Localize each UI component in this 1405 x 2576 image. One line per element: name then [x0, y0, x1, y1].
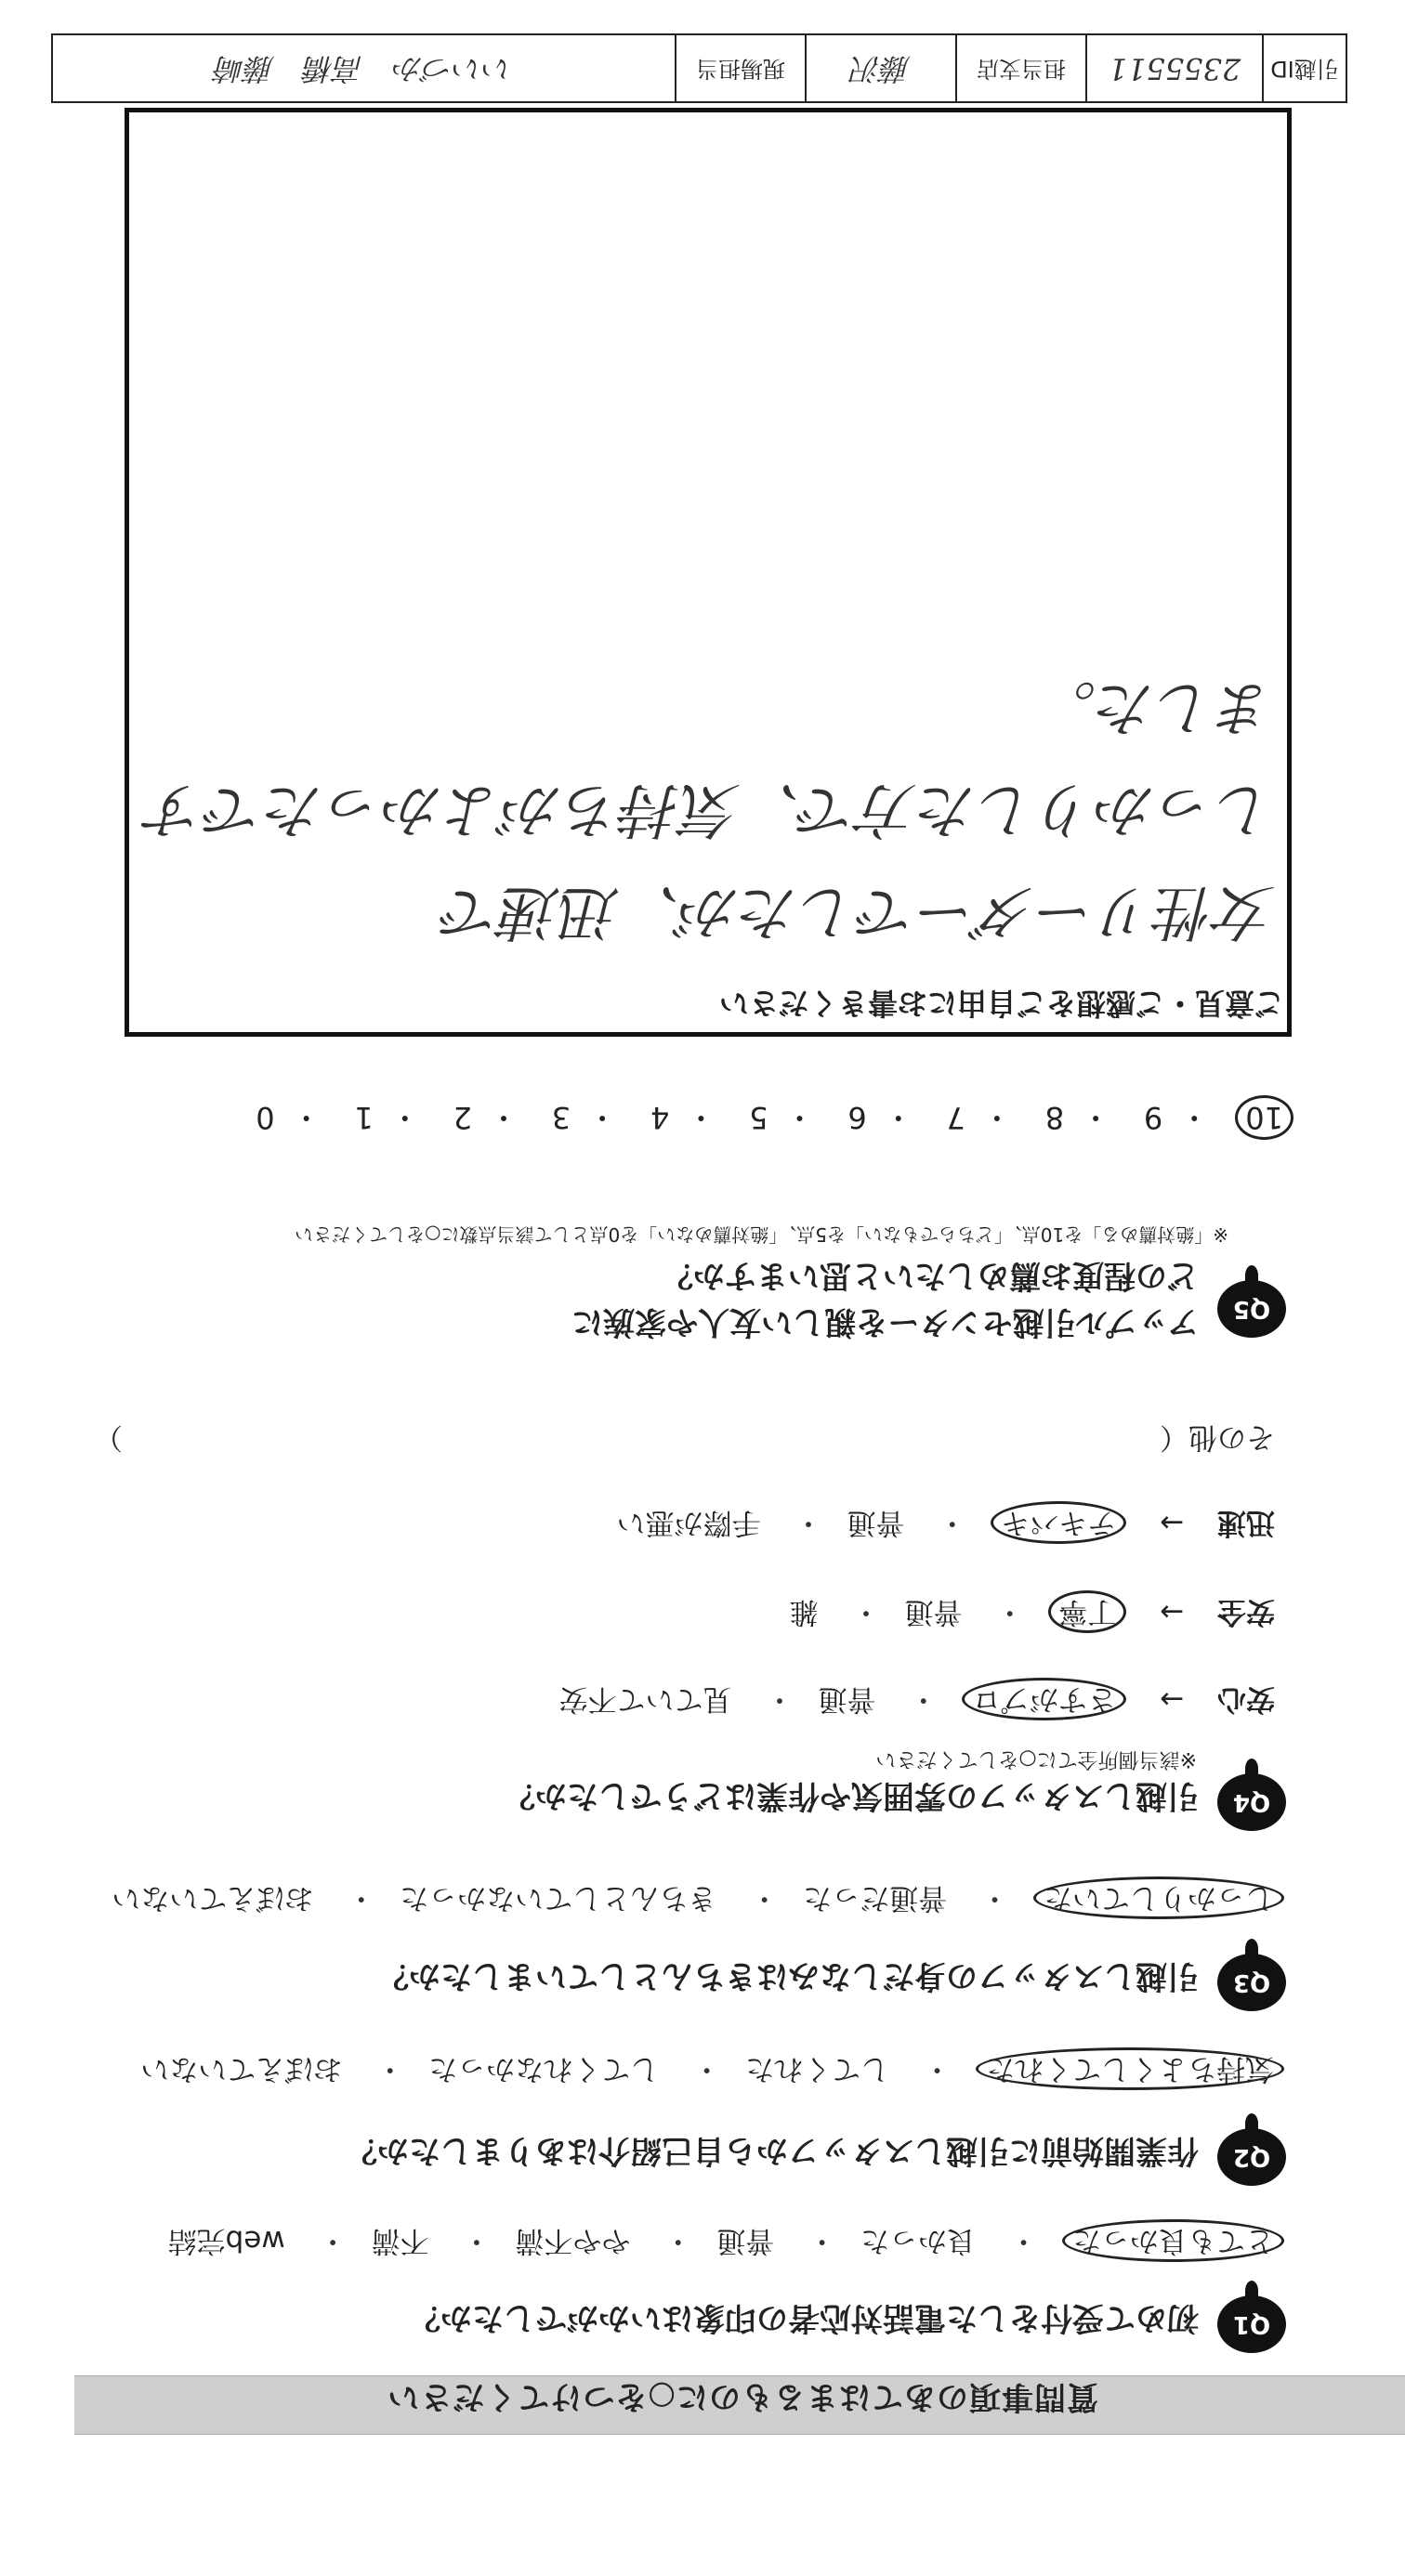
q5-score[interactable]: 4	[650, 1100, 670, 1135]
q5-score[interactable]: 1	[354, 1100, 374, 1135]
q2-icon: Q2	[1217, 2128, 1286, 2186]
q2-options: 気持ちよくしてくれた・ してくれた・ してくれなかった・ おぼえていない	[116, 2051, 1284, 2093]
q4-row-label: 安心	[1217, 1682, 1275, 1716]
comment-line: しっかりした方で、気持ちがよかったです	[146, 775, 1275, 843]
q4-option[interactable]: 普通	[904, 1595, 963, 1628]
q1-question: 初めて受付をした電話対応者の印象はいかがでしたか？	[409, 2299, 1199, 2336]
branch-value: 藤沢	[805, 35, 955, 101]
q4-option-selected[interactable]: さすがプロ	[962, 1678, 1126, 1720]
q3-option[interactable]: きちんとしていなかった	[400, 1881, 717, 1915]
arrow-icon: →	[1160, 1682, 1185, 1716]
arrow-icon: →	[1160, 1595, 1185, 1628]
q3-options: しっかりしていた・ 普通だった・ きちんとしていなかった・ おぼえていない	[87, 1880, 1284, 1922]
q3-option-selected[interactable]: しっかりしていた	[1033, 1876, 1284, 1919]
q1-option[interactable]: web完結	[167, 2224, 285, 2257]
q5-score-selected[interactable]: 10	[1235, 1095, 1293, 1140]
q1-option[interactable]: 普通	[716, 2224, 775, 2257]
q2-option[interactable]: してくれた	[745, 2052, 890, 2086]
q1-options: とても良かった・ 良かった・ 普通・ やや不満・ 不満・ web完結	[144, 2223, 1284, 2265]
q1-option[interactable]: 良かった	[860, 2224, 977, 2257]
move-id-value: 2355511	[1085, 35, 1262, 101]
q4-option[interactable]: 普通	[847, 1506, 905, 1539]
q4-note: ※該当個所全てに○をしてください	[875, 1747, 1197, 1771]
comment-line: ました。	[1037, 673, 1275, 741]
q4-option-selected[interactable]: テキパキ	[991, 1501, 1126, 1544]
q5-score[interactable]: 6	[847, 1100, 867, 1135]
q5-score[interactable]: 5	[749, 1100, 768, 1135]
q2-option-selected[interactable]: 気持ちよくしてくれた	[976, 2047, 1284, 2090]
q5-icon: Q5	[1217, 1280, 1286, 1338]
q4-question: 引越しスタッフの雰囲気や作業はどうでしたか？	[504, 1777, 1199, 1814]
q4-option[interactable]: 見ていて不安	[558, 1682, 732, 1716]
q5-score[interactable]: 3	[551, 1100, 571, 1135]
q4-row-jinsoku: 迅速 → テキパキ・ 普通・ 手際が悪い	[593, 1505, 1275, 1547]
comment-line: 女性リーダーでしたが、迅速で	[442, 877, 1275, 946]
q4-row-anshin: 安心 → さすがプロ・ 普通・ 見ていて不安	[535, 1681, 1275, 1723]
q2-question: 作業開始前に引越しスタッフから自己紹介はありましたか？	[346, 2132, 1199, 2169]
instruction-band	[74, 2375, 1405, 2435]
instruction-text: 質問事項のあてはまるものに○をつけてください	[387, 2378, 1098, 2415]
q4-option-selected[interactable]: 丁寧	[1048, 1590, 1126, 1633]
comment-title: ご意見・ご感想をご自由にお書きください	[718, 986, 1284, 1021]
q4-option[interactable]: 普通	[818, 1682, 876, 1716]
q5-score[interactable]: 7	[946, 1100, 965, 1135]
arrow-icon: →	[1160, 1506, 1185, 1539]
q4-row-anzen: 安全 → 丁寧・ 普通・ 雑	[766, 1594, 1275, 1636]
q4-row-label: 安全	[1217, 1595, 1275, 1628]
q1-option[interactable]: やや不満	[515, 2224, 631, 2257]
q4-row-label: 迅速	[1217, 1506, 1275, 1539]
branch-label: 担当支店	[955, 35, 1085, 101]
q1-option-selected[interactable]: とても良かった	[1062, 2219, 1284, 2262]
q4-other-label: その他（	[1160, 1420, 1275, 1454]
q4-icon: Q4	[1217, 1773, 1286, 1831]
q4-option[interactable]: 雑	[789, 1595, 819, 1628]
q5-score[interactable]: 9	[1143, 1100, 1163, 1135]
q1-option[interactable]: 不満	[371, 2224, 429, 2257]
leader-value: いいづか 高橋 藤崎	[215, 51, 513, 86]
leader-label: 現場担当	[675, 35, 805, 101]
header-table	[51, 33, 1347, 103]
q2-option[interactable]: おぼえていない	[140, 2052, 343, 2086]
q5-scale: 10・ 9・ 8・ 7・ 6・ 5・ 4・ 3・ 2・ 1・ 0	[222, 1095, 1293, 1141]
q5-score[interactable]: 8	[1044, 1100, 1065, 1135]
move-id-label: 引越ID	[1262, 35, 1346, 101]
q5-score[interactable]: 2	[453, 1100, 472, 1135]
q5-question-line2: どの程度お薦めしたいと思いますか？	[662, 1257, 1199, 1294]
q3-option[interactable]: おぼえていない	[112, 1881, 314, 1915]
q1-icon: Q1	[1217, 2295, 1286, 2353]
q4-other-close: ）	[94, 1420, 123, 1454]
q4-option[interactable]: 手際が悪い	[616, 1506, 761, 1539]
q3-question: 引越しスタッフの身だしなみはきちんとしていましたか？	[377, 1957, 1199, 1994]
q3-option[interactable]: 普通だった	[803, 1881, 948, 1915]
q3-icon: Q3	[1217, 1954, 1286, 2011]
q5-question-line1: アップル引越センターを親しい友人や家族に	[571, 1303, 1199, 1340]
q2-option[interactable]: してくれなかった	[428, 2052, 660, 2086]
q5-score[interactable]: 0	[256, 1100, 275, 1135]
q5-note: ※「絶対薦める」を10点、「どちらでもない」を5点、「絶対薦めない」を0点として該当点数に○をしてください	[295, 1223, 1228, 1246]
